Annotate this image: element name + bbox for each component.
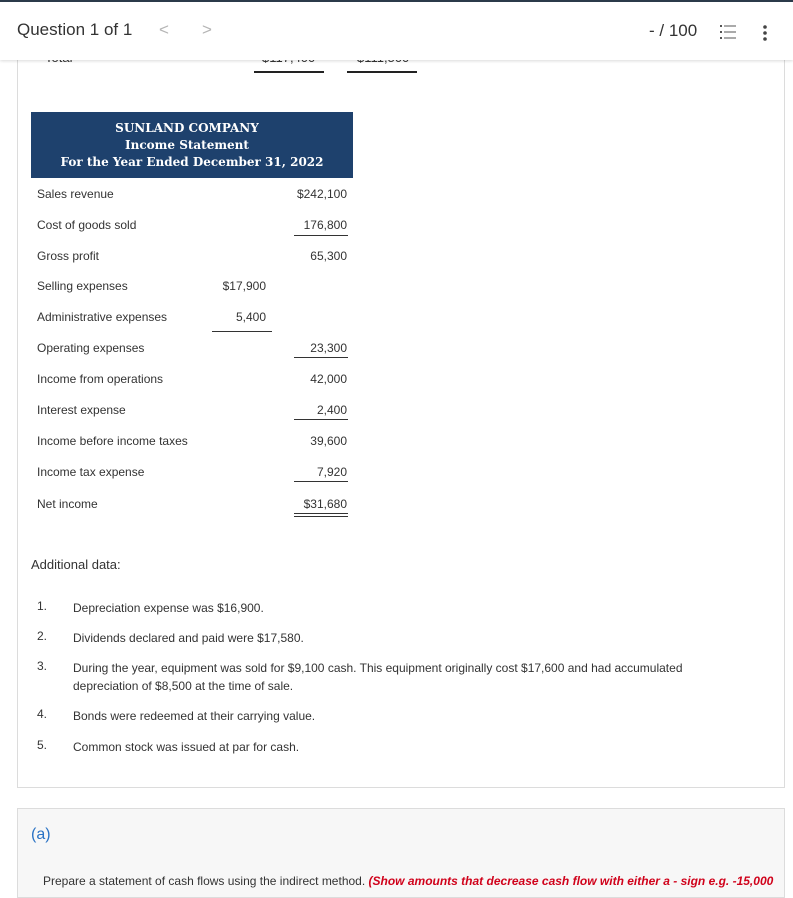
item-number: 1. [37,599,48,613]
row-label: Sales revenue [37,187,114,201]
previous-question-button[interactable]: < [159,20,169,39]
row-amount: $31,680 [303,497,347,511]
row-amount: 176,800 [303,218,347,232]
question-counter: Question 1 of 1 [17,20,133,39]
row-amount: 7,920 [316,465,347,479]
item-number: 5. [37,738,48,752]
row-amount: 23,300 [310,341,347,355]
double-underline [254,71,324,73]
row-amount: $17,900 [222,279,266,293]
row-label: Income from operations [37,372,164,386]
row-amount: 5,400 [235,310,266,324]
row-label: Selling expenses [37,279,128,293]
company-name: SUNLAND COMPANY [115,121,259,135]
kebab-icon[interactable] [762,24,768,42]
additional-data-title: Additional data: [31,557,121,572]
underline [294,481,348,482]
double-underline [347,71,417,73]
list-icon[interactable] [720,24,736,40]
row-label: Interest expense [37,403,126,417]
row-amount: 2,400 [316,403,347,417]
item-text: During the year, equipment was sold for $9,100 cash. This equipment originally cost $17,600 and had accumulated depreciation of $8,500 at the time of sale. [73,661,683,693]
item-text: Depreciation expense was $16,900. [73,601,264,615]
statement-title: Income Statement [125,138,249,152]
row-amount: 42,000 [310,372,347,386]
part-a-label: (a) [31,826,51,843]
row-amount: $242,100 [296,187,347,201]
instruction-text: Prepare a statement of cash flows using the indirect method. [43,874,366,888]
double-underline [294,516,348,517]
item-number: 2. [37,629,48,643]
double-underline [294,513,348,514]
score-display: - / 100 [649,21,698,40]
row-label: Gross profit [37,249,100,263]
item-number: 3. [37,659,48,673]
instruction-note: (Show amounts that decrease cash flow with either a - sign e.g. -15,000 [368,874,774,888]
statement-period: For the Year Ended December 31, 2022 [60,155,324,169]
row-amount: 65,300 [310,249,347,263]
item-text: Dividends declared and paid were $17,580. [73,631,304,645]
row-label: Income tax expense [37,465,145,479]
row-label: Administrative expenses [37,310,168,324]
row-amount: 39,600 [310,434,347,448]
question-header [0,0,793,60]
underline [212,331,272,332]
underline [294,357,348,358]
row-label: Cost of goods sold [37,218,137,232]
income-statement-header [31,112,353,178]
row-label: Net income [37,497,98,511]
underline [294,419,348,420]
row-label: Operating expenses [37,341,145,355]
item-text: Common stock was issued at par for cash. [73,740,300,754]
row-label: Income before income taxes [37,434,188,448]
item-number: 4. [37,707,48,721]
next-question-button[interactable]: > [202,20,212,39]
item-text: Bonds were redeemed at their carrying value. [73,709,316,723]
underline [294,235,348,236]
